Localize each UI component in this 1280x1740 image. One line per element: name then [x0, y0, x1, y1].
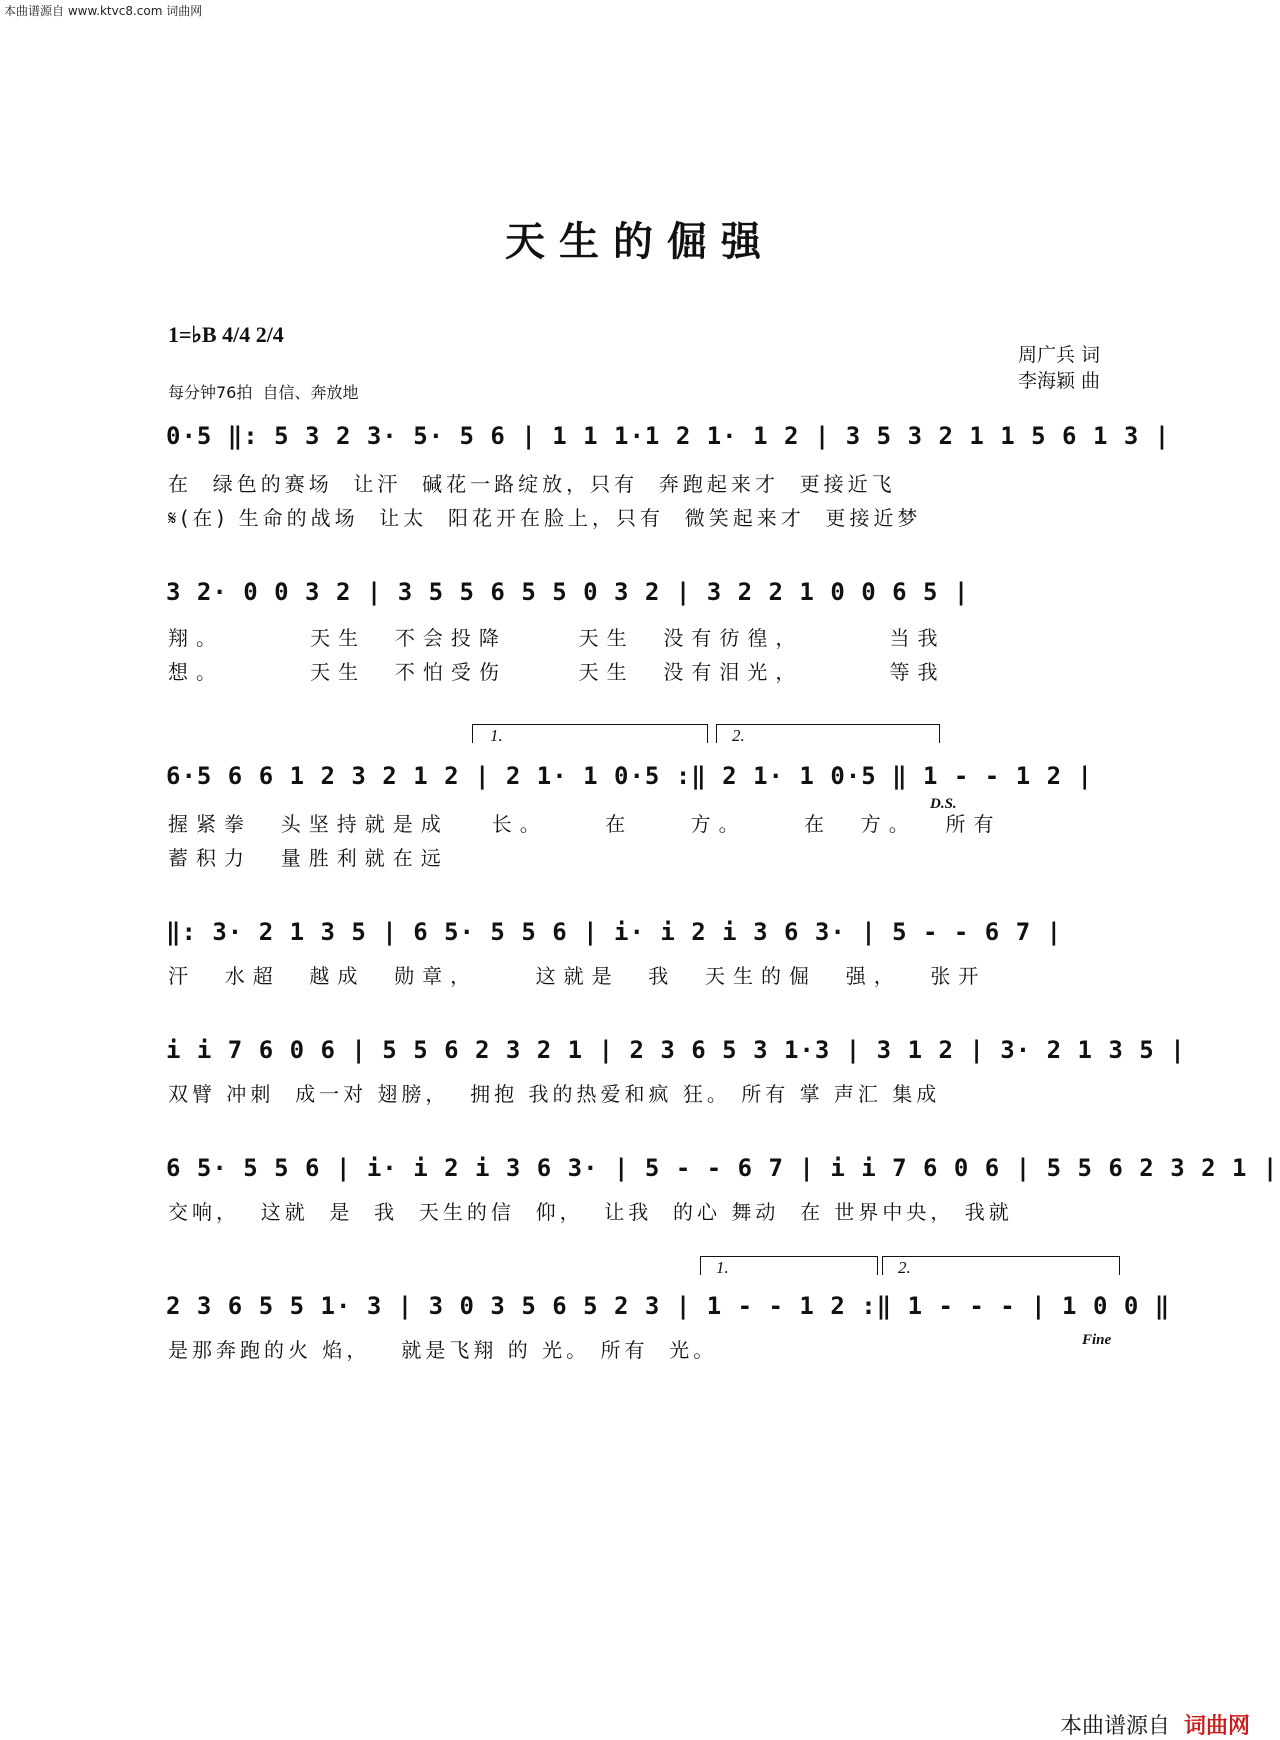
notation-line-6: 6 5· 5 5 6 | i· i 2 i 3 6 3· | 5 - - 6 7 | i i 7 6 0 6 | 5 5 6 2 3 2 1 | — [166, 1154, 1279, 1182]
lyrics-line-3-verse-2: 蓄积力 量胜利就在远 — [168, 846, 449, 870]
key-signature: 1=♭B 4/4 2/4 — [168, 322, 284, 347]
volta-label-1b: 1. — [716, 1258, 729, 1277]
composer-credit: 李海颖 曲 — [1018, 370, 1101, 392]
lyrics-line-7: 是那奔跑的火 焰， 就是飞翔 的 光。 所有 光。 — [168, 1338, 718, 1362]
page-title: 天生的倔强 — [505, 218, 775, 265]
lyrics-line-6: 交响， 这就 是 我 天生的信 仰， 让我 的心 舞动 在 世界中央， 我就 — [168, 1200, 1013, 1224]
volta-bracket-2 — [716, 724, 940, 743]
notation-line-3: 6·5 6 6 1 2 3 2 1 2 | 2 1· 1 0·5 :‖ 2 1· 1 0·5 ‖ 1 - - 1 2 | — [166, 762, 1093, 790]
lyrics-line-3-verse-1: 握紧拳 头坚持就是成 长。 在 方。 在 方。 所有 — [168, 812, 1002, 836]
volta-label-1: 1. — [490, 726, 503, 745]
footer-site-link[interactable]: 词曲网 — [1183, 1714, 1250, 1739]
lyricist-credit: 周广兵 词 — [1018, 344, 1101, 366]
notation-line-1: 0·5 ‖: 5 3 2 3· 5· 5 6 | 1 1 1·1 2 1· 1 2 | 3 5 3 2 1 1 5 6 1 3 | — [166, 422, 1171, 450]
volta-bracket-1 — [472, 724, 708, 743]
volta-bracket-2b — [882, 1256, 1120, 1275]
volta-label-2: 2. — [732, 726, 745, 745]
volta-label-2b: 2. — [898, 1258, 911, 1277]
lyrics-line-5: 双臂 冲刺 成一对 翅膀， 拥抱 我的热爱和疯 狂。 所有 掌 声汇 集成 — [168, 1082, 941, 1106]
notation-line-2: 3 2· 0 0 3 2 | 3 5 5 6 5 5 0 3 2 | 3 2 2 1 0 0 6 5 | — [166, 578, 970, 606]
header-watermark: 本曲谱源自 www.ktvc8.com 词曲网 — [4, 4, 203, 18]
notation-line-4: ‖: 3· 2 1 3 5 | 6 5· 5 5 6 | i· i 2 i 3 6 3· | 5 - - 6 7 | — [166, 918, 1063, 946]
lyrics-line-2-verse-2: 想。 天生 不怕受伤 天生 没有泪光， 等我 — [168, 660, 946, 684]
notation-line-7: 2 3 6 5 5 1· 3 | 3 0 3 5 6 5 2 3 | 1 - - 1 2 :‖ 1 - - - | 1 0 0 ‖ — [166, 1292, 1171, 1320]
lyrics-line-4: 汗 水超 越成 勋章， 这就是 我 天生的倔 强， 张开 — [168, 964, 987, 988]
lyrics-line-2-verse-1: 翔。 天生 不会投降 天生 没有彷徨， 当我 — [168, 626, 946, 650]
tempo-marking: 每分钟76拍 自信、奔放地 — [168, 383, 359, 402]
lyrics-line-1-verse-1: 在 绿色的赛场 让汗 碱花一路绽放，只有 奔跑起来才 更接近飞 — [168, 472, 896, 496]
fine-mark: Fine — [1082, 1332, 1112, 1348]
lyrics-line-1-verse-2: 𝄋(在) 生命的战场 让太 阳花开在脸上，只有 微笑起来才 更接近梦 — [168, 506, 922, 530]
footer-source: 本曲谱源自 — [1059, 1714, 1170, 1739]
notation-line-5: i i 7 6 0 6 | 5 5 6 2 3 2 1 | 2 3 6 5 3 1·3 | 3 1 2 | 3· 2 1 3 5 | — [166, 1036, 1186, 1064]
footer-watermark — [1046, 1684, 1250, 1740]
dal-segno-mark: D.S. — [930, 796, 957, 812]
